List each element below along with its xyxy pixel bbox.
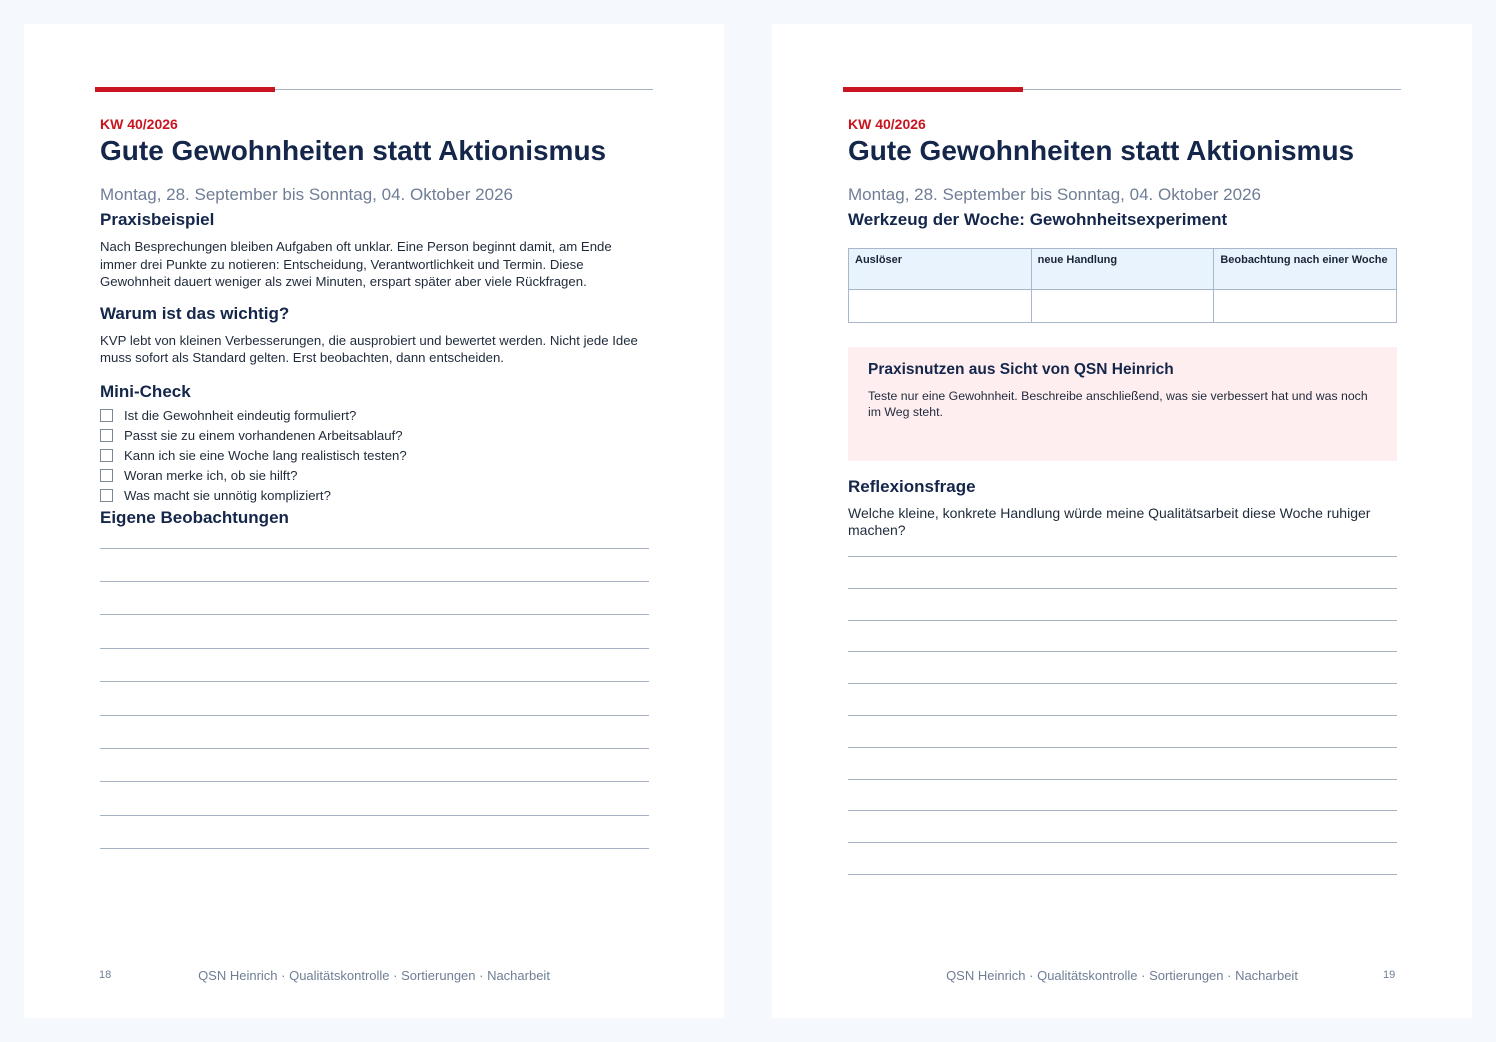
table-header-row bbox=[849, 249, 1397, 290]
checkbox[interactable] bbox=[100, 409, 113, 422]
writing-line bbox=[848, 874, 1397, 875]
header-rule-accent bbox=[95, 87, 275, 92]
writing-line bbox=[100, 748, 649, 749]
footer-text: QSN Heinrich · Qualitätskontrolle · Sortierungen · Nacharbeit bbox=[198, 968, 550, 983]
praxis-heading: Praxisbeispiel bbox=[100, 210, 215, 229]
callout-box bbox=[848, 347, 1397, 461]
callout-heading: Praxisnutzen aus Sicht von QSN Heinrich bbox=[868, 361, 1174, 378]
checklist-label: Ist die Gewohnheit eindeutig formuliert? bbox=[124, 408, 357, 423]
left-page bbox=[24, 24, 724, 1018]
writing-line bbox=[100, 781, 649, 782]
checkbox[interactable] bbox=[100, 429, 113, 442]
page-title: Gute Gewohnheiten statt Aktionismus bbox=[100, 135, 607, 166]
writing-line bbox=[848, 747, 1397, 748]
table-cell-input[interactable] bbox=[1031, 290, 1214, 323]
writing-line bbox=[100, 581, 649, 582]
checklist-label: Was macht sie unnötig kompliziert? bbox=[124, 488, 331, 503]
writing-line bbox=[100, 848, 649, 849]
tool-heading: Werkzeug der Woche: Gewohnheitsexperiment bbox=[848, 210, 1228, 229]
writing-line bbox=[848, 588, 1397, 589]
checklist-item[interactable] bbox=[100, 446, 649, 466]
writing-line bbox=[100, 648, 649, 649]
checklist-label: Woran merke ich, ob sie hilft? bbox=[124, 468, 298, 483]
habit-experiment-table bbox=[848, 248, 1397, 323]
writing-line bbox=[848, 715, 1397, 716]
checklist-item[interactable] bbox=[100, 486, 649, 506]
date-range: Montag, 28. September bis Sonntag, 04. Oktober 2026 bbox=[848, 185, 1261, 204]
writing-line bbox=[848, 683, 1397, 684]
writing-line bbox=[100, 815, 649, 816]
date-range: Montag, 28. September bis Sonntag, 04. Oktober 2026 bbox=[100, 185, 513, 204]
checklist-label: Passt sie zu einem vorhandenen Arbeitsablauf? bbox=[124, 428, 403, 443]
writing-line bbox=[848, 556, 1397, 557]
writing-line bbox=[100, 715, 649, 716]
writing-line bbox=[848, 779, 1397, 780]
page-number: 19 bbox=[1383, 969, 1396, 981]
checklist-label: Kann ich sie eine Woche lang realistisch testen? bbox=[124, 448, 407, 463]
reflection-text: Welche kleine, konkrete Handlung würde meine Qualitätsarbeit diese Woche ruhiger machen? bbox=[848, 505, 1371, 538]
writing-line bbox=[100, 681, 649, 682]
checkbox[interactable] bbox=[100, 469, 113, 482]
reflection-lines[interactable] bbox=[848, 538, 1397, 876]
right-page bbox=[772, 24, 1472, 1018]
header-rule-accent bbox=[843, 87, 1023, 92]
reflection-heading: Reflexionsfrage bbox=[848, 477, 976, 496]
checkbox[interactable] bbox=[100, 489, 113, 502]
warum-text: KVP lebt von kleinen Verbesserungen, die ausprobiert und bewertet werden. Nicht jede Idee muss sofort als Standard gelten. Erst beobachten, dann entscheiden. bbox=[100, 332, 638, 365]
left-content bbox=[100, 116, 649, 850]
table-header-cell: Beobachtung nach einer Woche bbox=[1214, 249, 1397, 290]
checklist-item[interactable] bbox=[100, 426, 649, 446]
checklist-item[interactable] bbox=[100, 466, 649, 486]
writing-line bbox=[848, 651, 1397, 652]
observation-lines[interactable] bbox=[100, 528, 649, 851]
checklist-item[interactable] bbox=[100, 406, 649, 426]
writing-line bbox=[100, 548, 649, 549]
table-header-cell: Auslöser bbox=[849, 249, 1032, 290]
writing-line bbox=[848, 842, 1397, 843]
right-content bbox=[848, 116, 1397, 876]
callout-text: Teste nur eine Gewohnheit. Beschreibe anschließend, was sie verbessert hat und was noch im Weg steht. bbox=[868, 389, 1368, 419]
checkbox[interactable] bbox=[100, 449, 113, 462]
table-cell-input[interactable] bbox=[1214, 290, 1397, 323]
week-label: KW 40/2026 bbox=[848, 116, 926, 132]
page-number: 18 bbox=[99, 969, 112, 981]
writing-line bbox=[100, 614, 649, 615]
table-cell-input[interactable] bbox=[849, 290, 1032, 323]
minicheck-heading: Mini-Check bbox=[100, 381, 191, 401]
praxis-text: Nach Besprechungen bleiben Aufgaben oft unklar. Eine Person beginnt damit, am Ende immer drei Punkte zu notieren: Entscheidung, Verantwortlichkeit und Termin. Diese Gewohnheit dauert weniger als zwei Minuten, erspart später aber viele Rückfragen. bbox=[100, 239, 612, 289]
table-row bbox=[849, 290, 1397, 323]
page-title: Gute Gewohnheiten statt Aktionismus bbox=[848, 135, 1355, 166]
header-rule bbox=[95, 87, 653, 92]
minicheck-list bbox=[100, 406, 649, 506]
observations-heading: Eigene Beobachtungen bbox=[100, 507, 289, 527]
footer-text: QSN Heinrich · Qualitätskontrolle · Sortierungen · Nacharbeit bbox=[946, 968, 1298, 983]
writing-line bbox=[848, 620, 1397, 621]
header-rule bbox=[843, 87, 1401, 92]
table-header-cell: neue Handlung bbox=[1031, 249, 1214, 290]
warum-heading: Warum ist das wichtig? bbox=[100, 303, 290, 323]
writing-line bbox=[848, 810, 1397, 811]
week-label: KW 40/2026 bbox=[100, 116, 178, 132]
